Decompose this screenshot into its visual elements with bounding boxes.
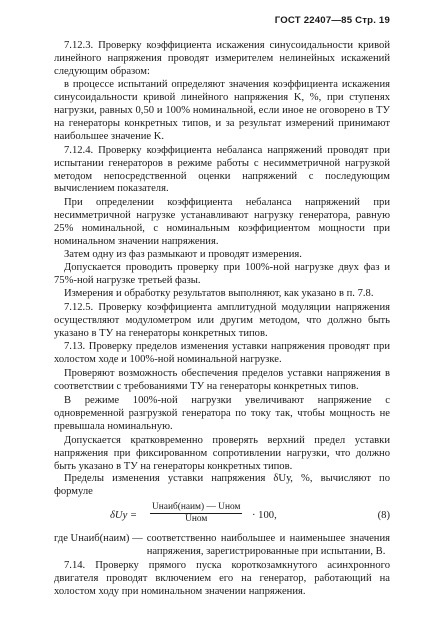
formula-fraction — [150, 502, 242, 525]
page-header: ГОСТ 22407—85 Стр. 19 — [274, 15, 390, 26]
paragraph: Допускается кратковременно проверять верхний предел уставки напряжения при фиксированном сопротивлении нагрузки, что должно быть указано в ТУ на генераторы конкретных типов. — [54, 434, 390, 472]
formula-multiplier: · 100, — [252, 510, 277, 522]
legend-description: соответственно наибольшее и наименьшее значения напряжения, зарегистрированные при испытании, В. — [146, 533, 390, 558]
paragraph: в процессе испытаний определяют значения коэффициента искажения синусоидальности кривой линейного напряжения K, %, при ступенях нагрузки, равных 0,50 и 100% номинальной, если иное не оговорено в ТУ на генераторы конкретных типов, и за результат измерений принимают наибольшее значение K. — [54, 78, 390, 142]
paragraph: Пределы изменения уставки напряжения δUу, %, вычисляют по формуле — [54, 473, 390, 498]
paragraph: Измерения и обработку результатов выполняют, как указано в п. 7.8. — [64, 288, 374, 300]
formula-denominator: Uном — [185, 514, 208, 525]
formula-legend — [54, 533, 390, 559]
paragraph: Затем одну из фаз размыкают и проводят измерения. — [64, 249, 302, 261]
paragraph: 7.12.5. Проверку коэффициента амплитудной модуляции напряжения осуществляют модулометром или другим методом, что должно быть указано в ТУ на генераторы конкретных типов. — [54, 302, 390, 339]
paragraph: 7.12.4. Проверку коэффициента небаланса напряжений проводят при испытании генераторов в режиме работы с несимметричной нагрузкой методом непосредственной оценки напряжений с последующим вычислением показателя. — [54, 144, 390, 195]
formula-number: (8) — [377, 510, 390, 522]
paragraph: Допускается проводить проверку при 100%-ной нагрузке двух фаз и 75%-ной нагрузке третьей фазы. — [54, 262, 390, 287]
paragraph: Проверяют возможность обеспечения пределов уставки напряжения в соответствии с требованиями ТУ на генераторы конкретных типов. — [54, 367, 390, 392]
legend-term: где Uнаиб(наим) — — [54, 533, 143, 545]
formula-8 — [54, 502, 390, 530]
paragraph: 7.14. Проверку прямого пуска короткозамкнутого асинхронного двигателя проводят включением его на генератор, работающий на холостом ходу при номинальном значении напряжения. — [54, 560, 390, 598]
formula-lhs: δUу = — [110, 510, 138, 522]
paragraph: 7.13. Проверку пределов изменения уставки напряжения проводят при холостом ходе и 100%-ной номинальной нагрузке. — [54, 340, 390, 365]
paragraph: 7.12.3. Проверку коэффициента искажения синусоидальности кривой линейного напряжения проводят измерителем нелинейных искажений следующим образом: — [54, 40, 390, 77]
paragraph: В режиме 100%-ной нагрузки увеличивают напряжение с одновременной разгрузкой генератора по току так, чтобы мощность не превышала номинальную. — [54, 394, 390, 432]
paragraph: При определении коэффициента небаланса напряжений при несимметричной нагрузке устанавливают нагрузку генератора, равную 25% номинальной, с номинальным коэффициентом мощности при номинальном значении напряжения. — [54, 197, 390, 248]
formula-numerator: Uнаиб(наим) — Uном — [152, 502, 241, 513]
